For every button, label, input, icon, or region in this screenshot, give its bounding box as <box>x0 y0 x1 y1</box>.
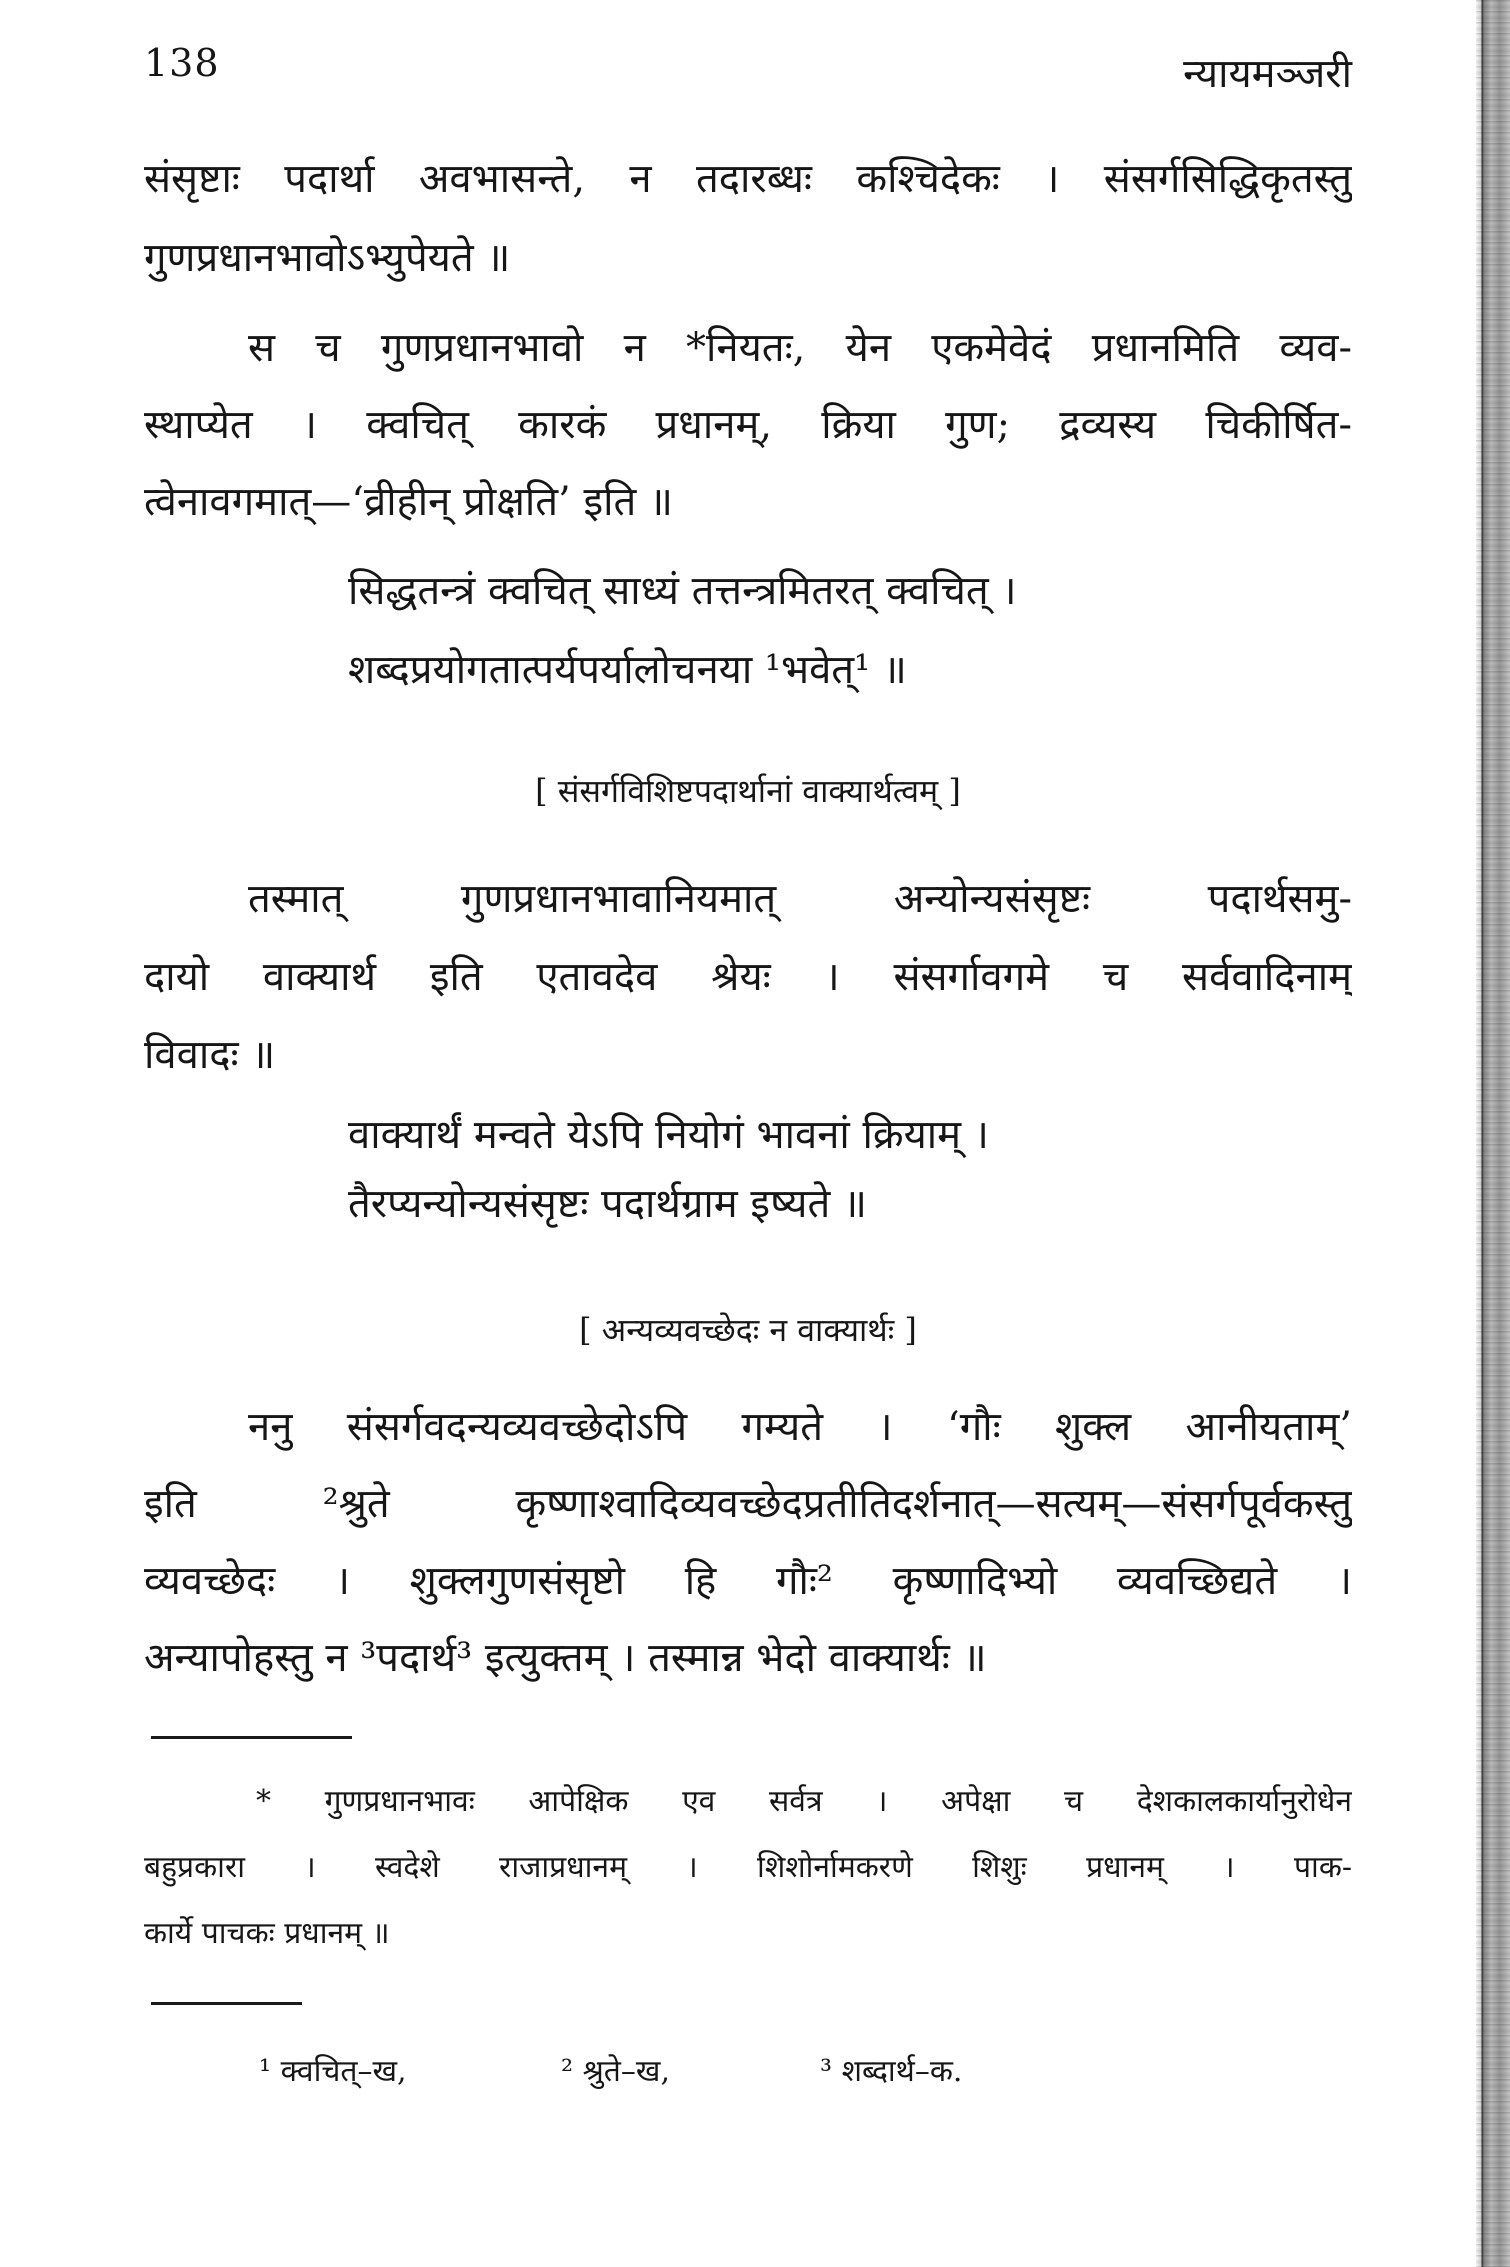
scan-binding-edge <box>1476 0 1510 2267</box>
paragraph-2-line-1: स च गुणप्रधानभावो न *नियतः, येन एकमेवेदं प्रधानमिति व्यव- <box>248 325 1352 371</box>
verse-1-line-2: शब्दप्रयोगतात्पर्यपर्यालोचनया ¹भवेत्¹ ॥ <box>348 647 907 693</box>
paragraph-4-line-1: ननु संसर्गवदन्यव्यवच्छेदोऽपि गम्यते । ‘गौः शुक्ल आनीयताम्’ <box>248 1404 1352 1450</box>
paragraph-4 <box>144 1389 1352 1697</box>
paragraph-2-line-3: त्वेनावगमात्—‘व्रीहीन् प्रोक्षति’ इति ॥ <box>144 479 673 525</box>
paragraph-1-line-1: संसृष्टाः पदार्था अवभासन्ते, न तदारब्धः कश्चिदेकः । संसर्गसिद्धिकृतस्तु <box>144 156 1352 202</box>
section-heading-1-text: [ संसर्गविशिष्टपदार्थानां वाक्यार्थत्वम् ] <box>535 772 961 810</box>
footnote-divider <box>151 1736 352 1739</box>
paragraph-3-line-2: दायो वाक्यार्थ इति एतावदेव श्रेयः । संसर्गावगमे च सर्ववादिनाम् <box>144 954 1352 1000</box>
verse-2-line-2: तैरप्यन्योन्यसंसृष्टः पदार्थग्राम इष्यते ॥ <box>348 1181 867 1227</box>
variant-readings-divider <box>151 2002 302 2005</box>
verse-2 <box>348 1101 1352 1239</box>
variant-readings <box>0 2050 1400 2094</box>
paragraph-2 <box>144 310 1352 541</box>
section-heading-2-text: [ अन्यव्यवच्छेदः न वाक्यार्थः ] <box>579 1311 917 1349</box>
paragraph-3 <box>144 860 1352 1094</box>
footnote-line-2: बहुप्रकारा । स्वदेशे राजाप्रधानम् । शिशोर्नामकरणे शिशुः प्रधानम् । पाक- <box>144 1850 1352 1885</box>
paragraph-3-line-1: तस्मात् गुणप्रधानभावानियमात् अन्योन्यसंसृष्टः पदार्थसमु- <box>248 876 1352 922</box>
variant-reading-1: ¹ क्वचित्–ख, <box>259 2054 407 2089</box>
verse-1-line-1: सिद्धतन्त्रं क्वचित् साध्यं तत्तन्त्रमितरत् क्वचित् । <box>348 568 1017 614</box>
footnote <box>144 1769 1352 1967</box>
paragraph-1-line-2: गुणप्रधानभावोऽभ्युपेयते ॥ <box>144 235 511 281</box>
paragraph-1 <box>144 140 1352 298</box>
paragraph-3-line-3: विवादः ॥ <box>144 1032 276 1078</box>
variant-reading-3: ³ शब्दार्थ–क. <box>820 2054 963 2089</box>
page-number: 138 <box>144 41 220 85</box>
paragraph-4-line-4: अन्यापोहस्तु न ³पदार्थ³ इत्युक्तम् । तस्मान्न भेदो वाक्यार्थः ॥ <box>144 1635 987 1681</box>
verse-1 <box>348 552 1352 710</box>
footnote-line-3: कार्ये पाचकः प्रधानम् ॥ <box>144 1916 390 1951</box>
variant-reading-2: ² श्रुते–ख, <box>561 2054 670 2089</box>
footnote-line-1: * गुणप्रधानभावः आपेक्षिक एव सर्वत्र । अपेक्षा च देशकालकार्यानुरोधेन <box>256 1784 1352 1819</box>
paragraph-4-line-2: इति ²श्रुते कृष्णाश्वादिव्यवच्छेदप्रतीतिदर्शनात्—सत्यम्—संसर्गपूर्वकस्तु <box>144 1481 1352 1527</box>
paragraph-2-line-2: स्थाप्येत । क्वचित् कारकं प्रधानम्, क्रिया गुण; द्रव्यस्य चिकीर्षित- <box>144 402 1352 448</box>
running-title: न्यायमञ्जरी <box>1183 51 1352 97</box>
section-heading-1 <box>144 766 1352 816</box>
section-heading-2 <box>144 1305 1352 1355</box>
paragraph-4-line-3: व्यवच्छेदः । शुक्लगुणसंसृष्टो हि गौः² कृष्णादिभ्यो व्यवच्छिद्यते । <box>144 1558 1352 1604</box>
verse-2-line-1: वाक्यार्थं मन्वते येऽपि नियोगं भावनां क्रियाम् । <box>348 1112 989 1158</box>
